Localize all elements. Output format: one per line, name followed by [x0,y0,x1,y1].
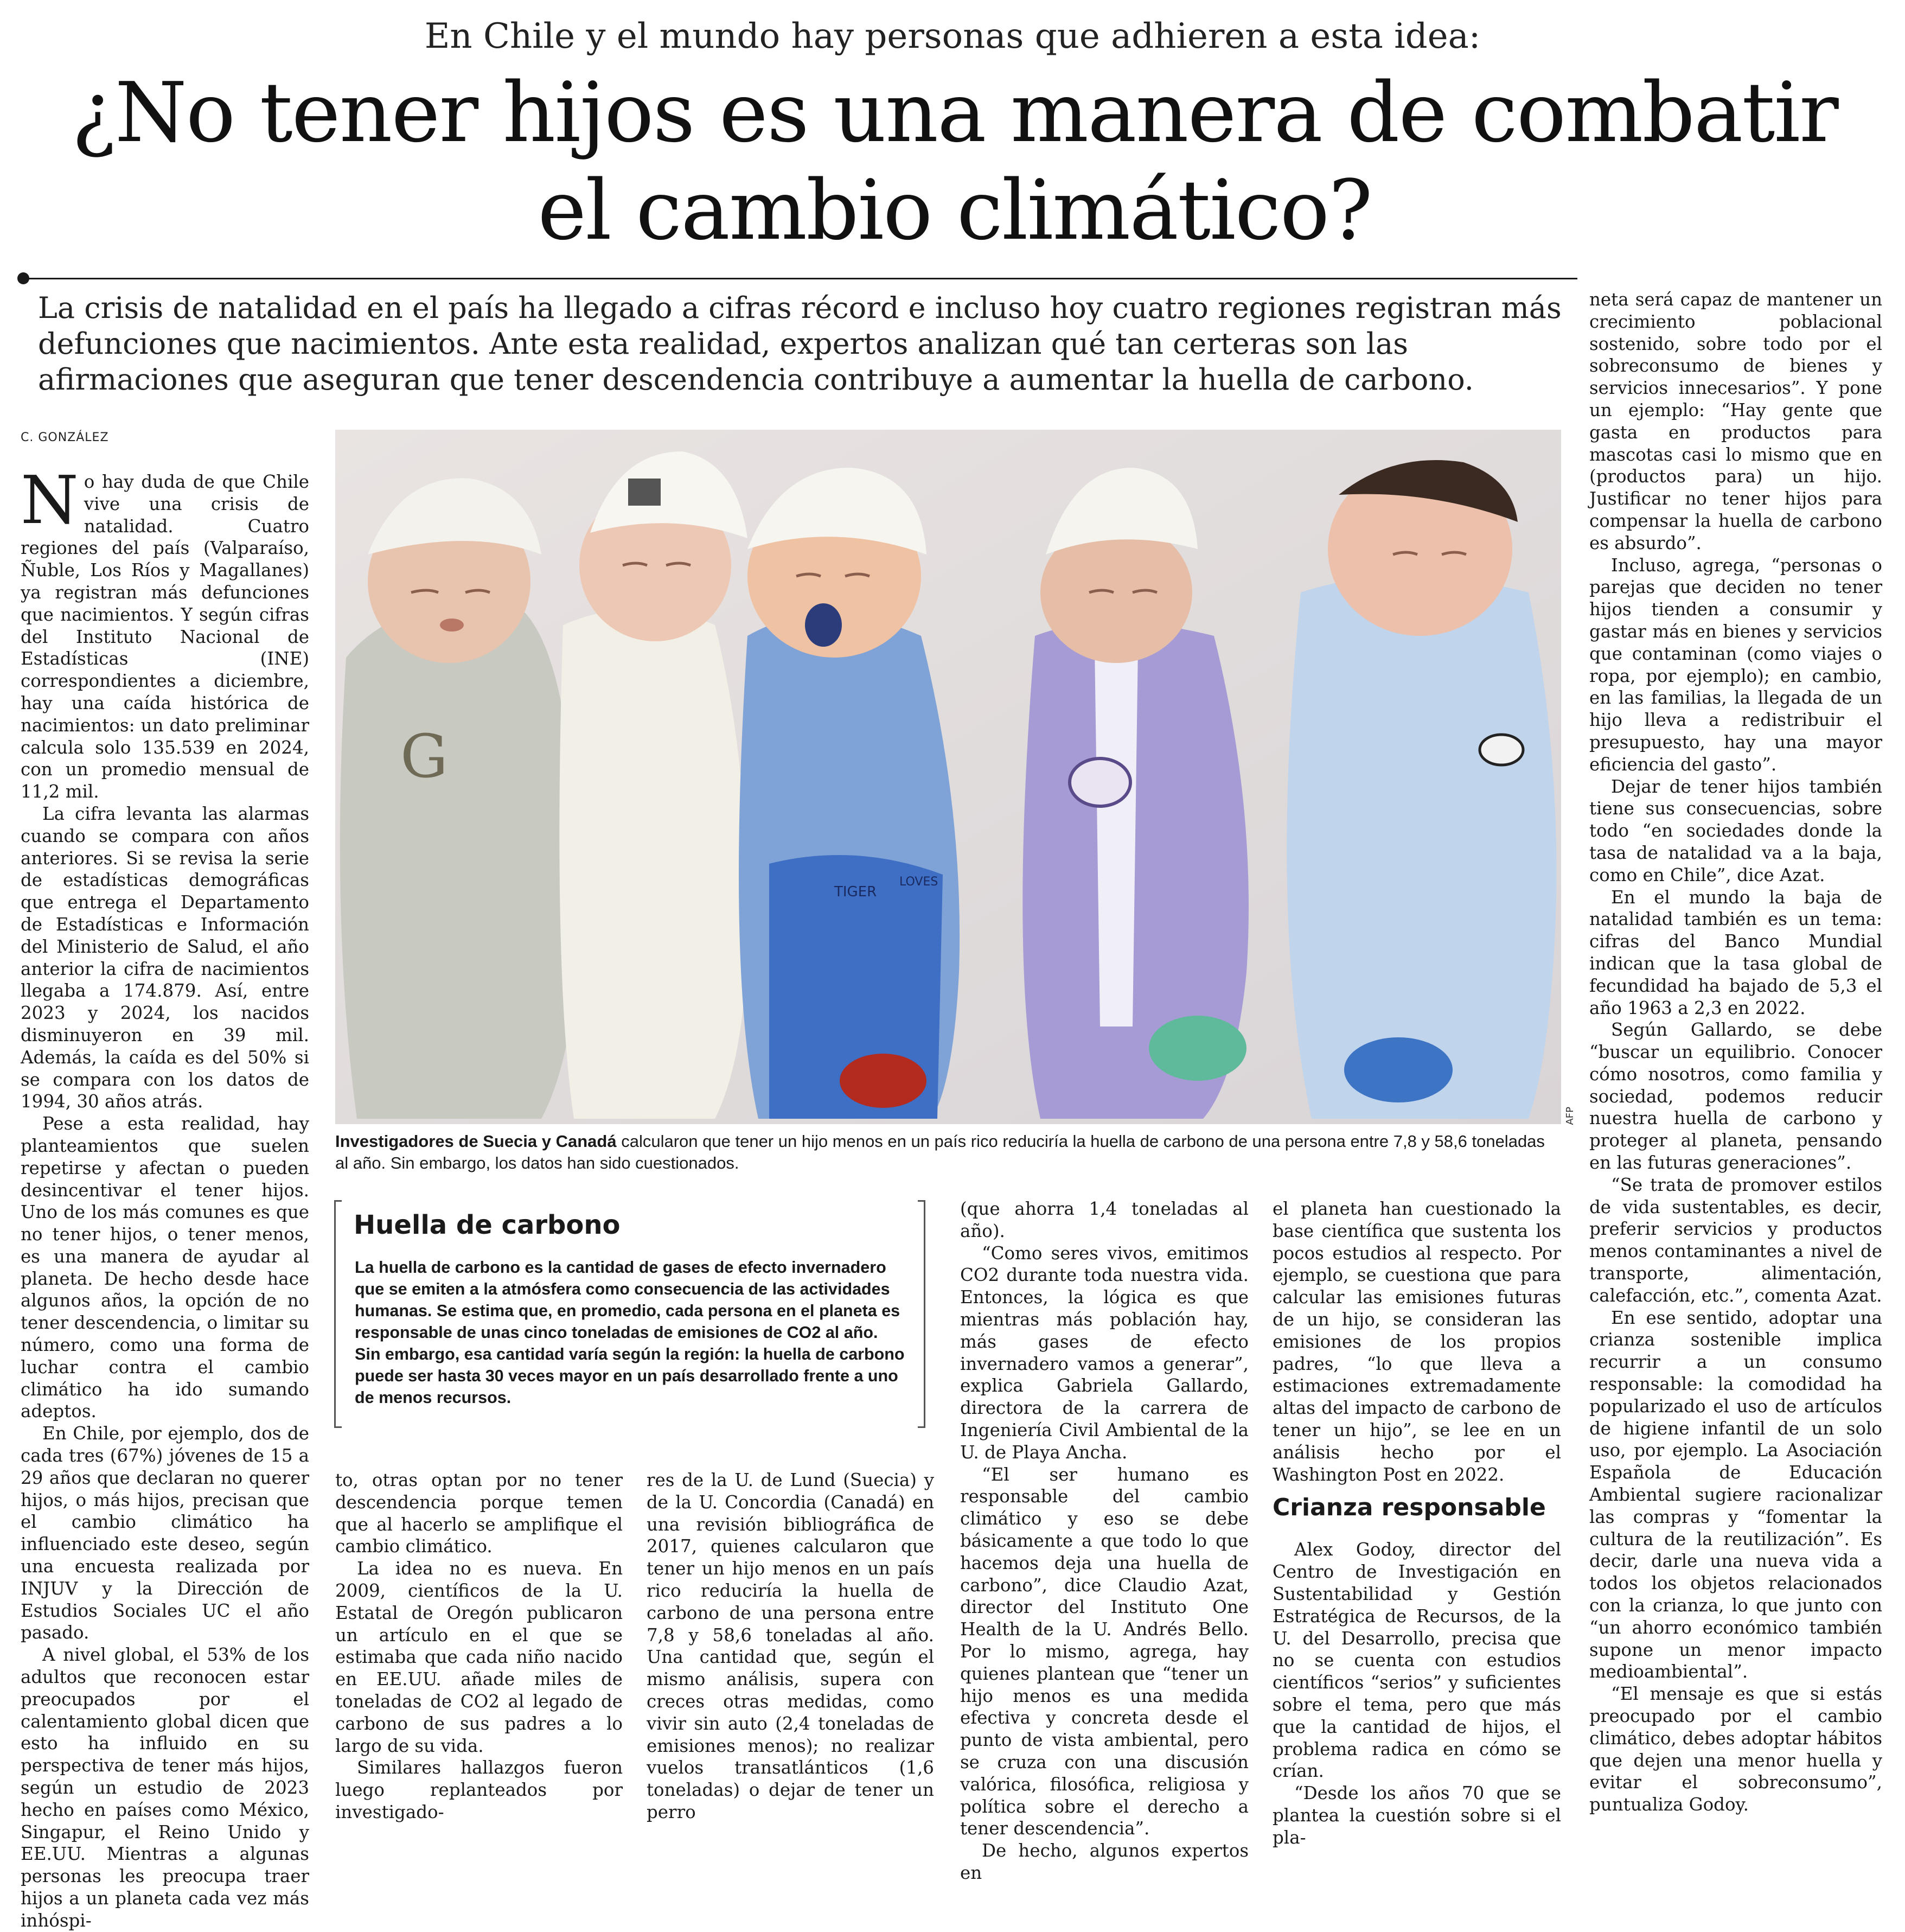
byline: C. GONZÁLEZ [21,431,109,444]
paragraph: En Chile, por ejemplo, dos de cada tres (67%) jóvenes de 15 a 29 años que declaran no querer hijos, o más hijos, precisan que el cambio climático ha influenciado este deseo, según una encuesta realizada por INJUV y la Dirección de Estudios Sociales UC el año pasado. [21,1423,309,1643]
paragraph: neta será capaz de mantener un crecimiento poblacional sostenido, sobre todo por el sobreconsumo de bienes y servicios innecesarios”. Y pone un ejemplo: “Hay gente que gasta en productos para mascotas casi lo mismo que en (productos para) un hijo. Justificar no tener hijos para compensar la huella de carbono es absurdo”. [1589,289,1882,553]
paragraph: “El ser humano es responsable del cambio climático y eso se debe básicamente a que todo lo que hacemos deja una huella de carbono”, dice Claudio Azat, director del Instituto One Health de la U. Andrés Bello. Por lo mismo, agrega, hay quienes plantean que “tener un hijo menos es una medida efectiva y concreta desde el punto de vista ambiental, pero se cruza con una discusión valórica, filosófica, religiosa y política sobre el derecho a tener descendencia”. [960,1464,1249,1839]
sidebar-box [334,1200,925,1428]
paragraph: La cifra levanta las alarmas cuando se compara con años anteriores. Si se revisa la serie de estadísticas demográficas que entrega el Departamento de Estadísticas e Información del Ministerio de Salud, el año anterior la cifra de nacimientos llegaba a 174.879. Así, entre 2023 y 2024, los nacidos disminuyeron en 39 mil. Además, la caída es del 50% si se compara con los datos de 1994, 30 años atrás. [21,803,309,1112]
box-bracket-left [334,1200,342,1428]
subhead-crianza: Crianza responsable [1273,1494,1546,1522]
paragraph: “Se trata de promover estilos de vida sustentables, es decir, preferir servicios y productos menos contaminantes a nivel de transporte, alimentación, calefacción, etc.”, comenta Azat. [1589,1174,1882,1306]
photo-credit: AFP [1564,1107,1576,1125]
box-title: Huella de carbono [354,1210,621,1240]
paragraph: (que ahorra 1,4 toneladas al año). [960,1198,1249,1241]
paragraph: Según Gallardo, se debe “buscar un equilibrio. Conocer cómo nosotros, como familia y sociedad, podemos reducir nuestra huella de carbono y proteger al planeta, pensando en las futuras generaciones”. [1589,1019,1882,1174]
paragraph: res de la U. de Lund (Suecia) y de la U. Concordia (Canadá) en una revisión bibliográfica de 2017, quienes calcularon que tener un hijo menos en un país rico reduciría la huella de carbono de una persona entre 7,8 y 58,6 toneladas al año. Una cantidad que, según el mismo análisis, supera con creces otras medidas, como vivir sin auto (2,4 toneladas de emisiones menos); no realizar vuelos transatlánticos (1,6 toneladas) o dejar de tener un perro [647,1470,934,1822]
column-2 [335,1469,623,1823]
headline-line-2: el cambio climático? [538,162,1372,258]
paragraph: Pese a esta realidad, hay planteamientos que suelen repetirse y afectan o pueden desincentivar el tener hijos. Uno de los más comunes es que no tener hijos, o tener menos, es una manera de ayudar al planeta. De hecho desde hace algunos años, la opción de no tener descendencia, o limitar su número, como una forma de luchar contra el cambio climático ha ido sumando adeptos. [21,1113,309,1422]
column-5 [1273,1198,1561,1849]
column-1 [21,462,309,1932]
lede: La crisis de natalidad en el país ha llegado a cifras récord e incluso hoy cuatro regiones registran más defunciones que nacimientos. Ante esta realidad, expertos analizan qué tan certeras son las afirmaciones que aseguran que tener descendencia contribuye a aumentar la huella de carbono. [38,291,1562,397]
paragraph: No hay duda de que Chile vive una crisis de natalidad. Cuatro regiones del país (Valparaíso, Ñuble, Los Ríos y Magallanes) ya registran más defunciones que nacimientos. Y según cifras del Instituto Nacional de Estadísticas (INE) correspondientes a diciembre, hay una caída histórica de nacimientos: un dato preliminar calcula solo 135.539 en 2024, con un promedio mensual de 11,2 mil. [21,462,309,802]
paragraph: Dejar de tener hijos también tiene sus consecuencias, sobre todo “en sociedades donde la tasa de natalidad va a la baja, como en Chile”, dice Azat. [1589,776,1882,885]
paragraph: De hecho, algunos expertos en [960,1840,1249,1883]
paragraph: el planeta han cuestionado la base científica que sustenta los pocos estudios al respecto. Por ejemplo, se cuestiona que para calcular las emisiones futuras de un hijo, se consideran las emisiones de los propios padres, “lo que lleva a estimaciones extremadamente altas del impacto de carbono de tener un hijo”, se lee en un análisis hecho por el Washington Post en 2022. [1273,1198,1561,1485]
column-6 [1589,289,1882,1816]
paragraph: “Como seres vivos, emitimos CO2 durante toda nuestra vida. Entonces, la lógica es que mientras más población hay, más gases de efecto invernadero vamos a generar”, explica Gabriela Gallardo, directora de la carrera de Ingeniería Civil Ambiental de la U. de Playa Ancha. [960,1242,1249,1463]
babies-photo [335,430,1561,1124]
paragraph: En ese sentido, adoptar una crianza sostenible implica recurrir a un consumo responsable: la comodidad ha popularizado el uso de artículos de higiene infantil de un solo uso, por ejemplo. La Asociación Española de Educación Ambiental sugiere racionalizar las compras y “fomentar la cultura de la reutilización”. Es decir, darle una nueva vida a todos los objetos relacionados con la crianza, lo que junto con “un ahorro económico también supone un menor impacto medioambiental”. [1589,1307,1882,1682]
paragraph: La idea no es nueva. En 2009, científicos de la U. Estatal de Oregón publicaron un artículo en el que se estimaba que cada niño nacido en EE.UU. añade miles de toneladas de CO2 al legado de carbono de sus padres a lo largo de su vida. [335,1558,623,1756]
caption-lead: Investigadores de Suecia y Canadá [335,1132,617,1151]
box-bracket-right [918,1200,925,1428]
garment-text-tiger: TIGER [834,884,877,900]
garment-letter: G [400,722,448,791]
box-text: La huella de carbono es la cantidad de gases de efecto invernadero que se emiten a la atmósfera como consecuencia de las actividades humanas. Se estima que, en promedio, cada persona en el planeta es responsable de unas cinco toneladas de emisiones de CO2 al año. Sin embargo, esa cantidad varía según la región: la huella de carbono puede ser hasta 30 veces mayor en un país desarrollado frente a uno de menos recursos. [355,1258,905,1407]
garment-text-loves: LOVES [899,875,938,889]
paragraph: “Desde los años 70 que se plantea la cuestión sobre si el pla- [1273,1783,1561,1848]
caption-text: calcularon que tener un hijo menos en un país rico reduciría la huella de carbono de una persona entre 7,8 y 58,6 toneladas al año. Sin embargo, los datos han sido cuestionados. [335,1132,1545,1172]
paragraph: to, otras optan por no tener descendencia porque temen que al hacerlo se amplifique el cambio climático. [335,1470,623,1557]
column-3 [647,1469,934,1823]
kicker: En Chile y el mundo hay personas que adhieren a esta idea: [424,16,1481,56]
photo-caption [335,1131,1562,1174]
paragraph: “El mensaje es que si estás preocupado por el cambio climático, debes adoptar hábitos que dejen una menor huella y evitar el sobreconsumo”, puntualiza Godoy. [1589,1684,1882,1815]
headline-rule [22,278,1577,279]
drop-cap: N [21,462,79,539]
paragraph: Alex Godoy, director del Centro de Investigación en Sustentabilidad y Gestión Estratégica de Recursos, de la U. del Desarrollo, precisa que no se cuenta con estudios científicos “serios” y suficientes sobre el tema, pero que más que la cantidad de hijos, el problema radica en cómo se crían. [1273,1539,1561,1782]
headline [33,64,1877,259]
babies-illustration [335,430,1561,1124]
paragraph: En el mundo la baja de natalidad también es un tema: cifras del Banco Mundial indican que la tasa global de fecundidad ha bajado de 5,3 el año 1963 a 2,3 en 2022. [1589,887,1882,1018]
headline-line-1: ¿No tener hijos es una manera de combatir [72,65,1838,161]
baby-2 [559,451,747,1119]
paragraph: A nivel global, el 53% de los adultos que reconocen estar preocupados por el calentamiento global dicen que esto ha influido en su perspectiva de tener más hijos, según un estudio de 2023 hecho en países como México, Singapur, el Reino Unido y EE.UU. Mientras a algunas personas les preocupa traer hijos a un planeta cada vez más inhóspi- [21,1644,309,1931]
column-4 [960,1198,1249,1884]
paragraph: Similares hallazgos fueron luego replanteados por investigado- [335,1757,623,1822]
paragraph: Incluso, agrega, “personas o parejas que deciden no tener hijos tienden a consumir y gastar más en bienes y servicios que contaminan (como viajes o ropa, por ejemplo); en cambio, en las familias, la llegada de un hijo lleva a redistribuir el presupuesto, hay una mayor eficiencia del gasto”. [1589,554,1882,775]
